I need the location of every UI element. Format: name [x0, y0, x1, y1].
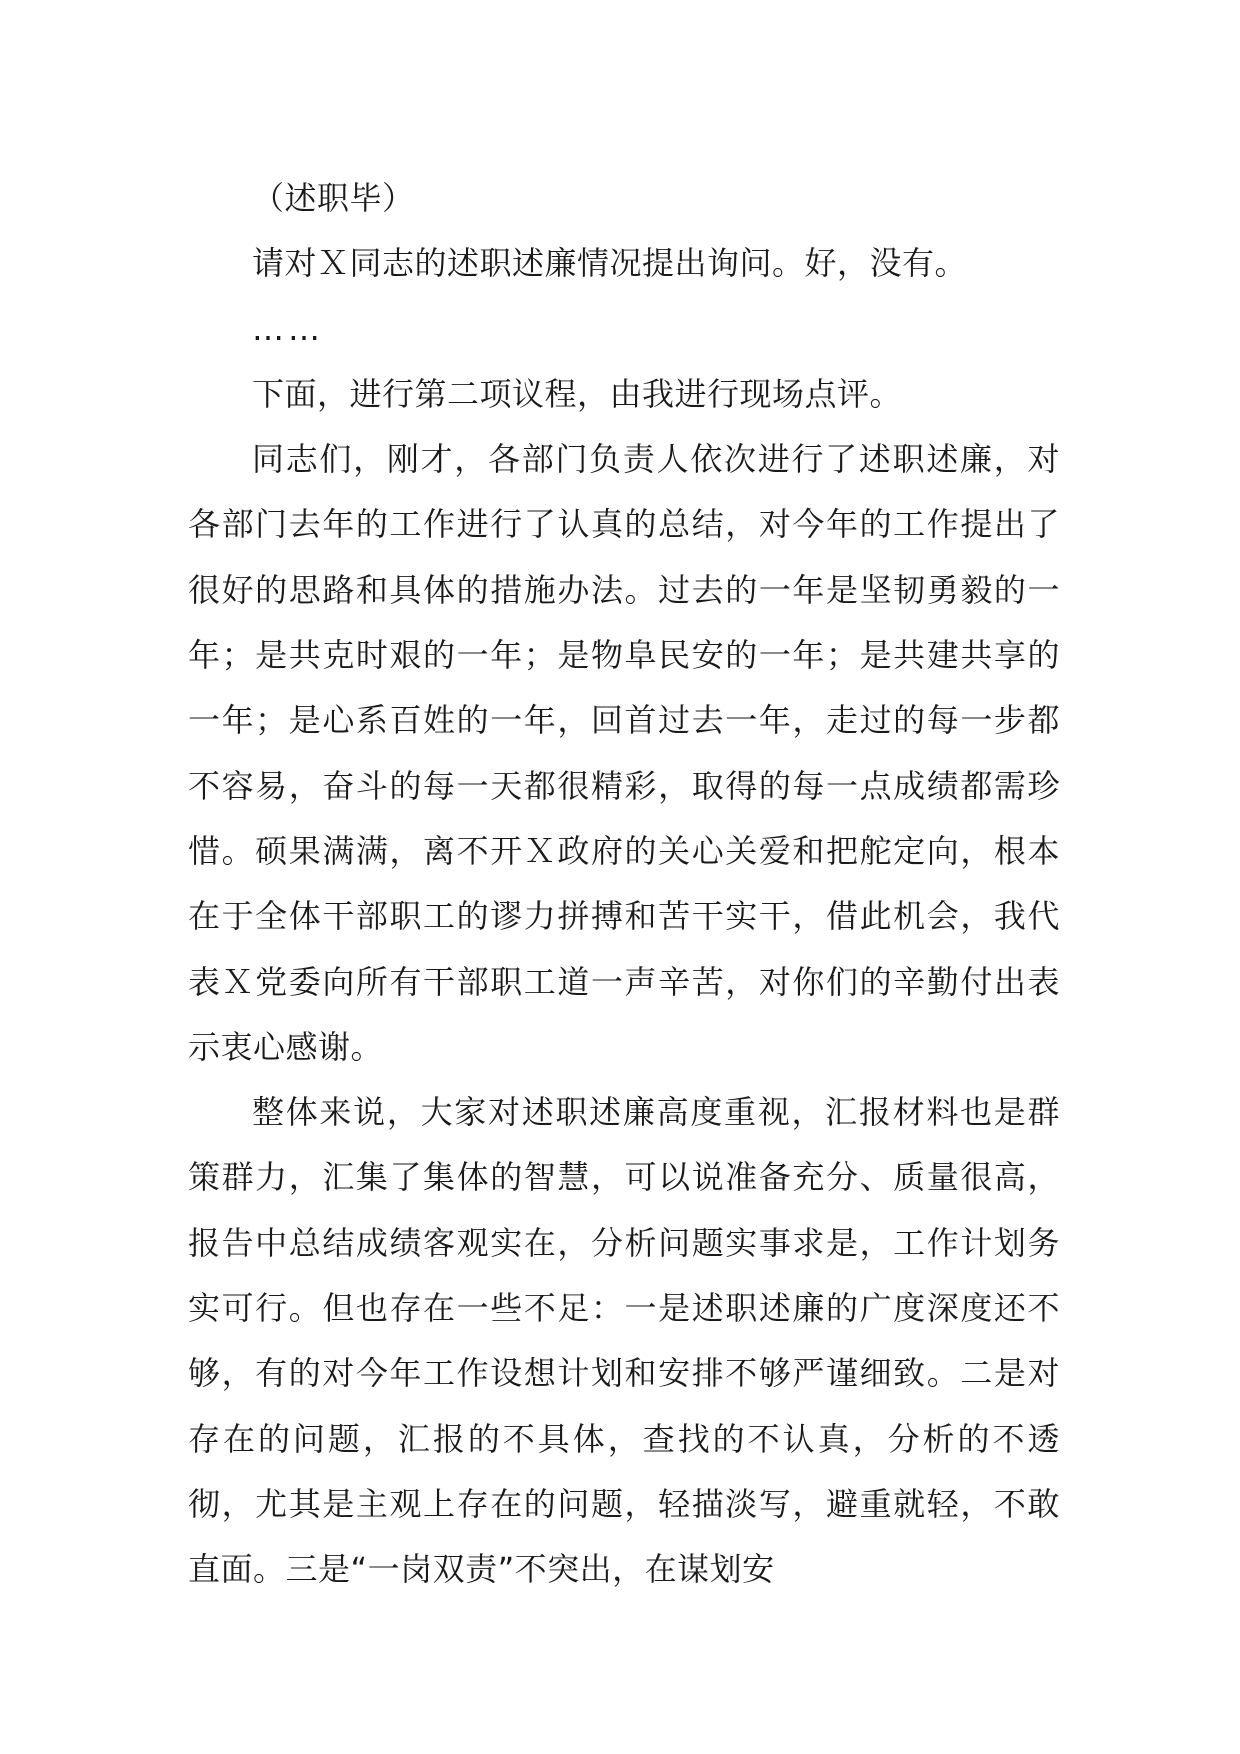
paragraph-inquiry: 请对Ｘ同志的述职述廉情况提出询问。好，没有。 — [252, 244, 968, 283]
paragraph-overall-assessment: 整体来说，大家对述职述廉高度重视，汇报材料也是群策群力，汇集了集体的智慧，可以说准备充分、质量很高，报告中总结成绩客观实在，分析问题实事求是，工作计划务实可行。但也存在一些不足：一是述职述廉的广度深度还不够，有的对今年工作设想计划和安排不够严谨细致。二是对存在的问题，汇报的不具体，查找的不认真，分析的不透彻，尤其是主观上存在的问题，轻描淡写，避重就轻，不敢直面。三是“一岗双责”不突出，在谋划安 — [188, 1093, 1060, 1589]
paragraph-review-summary: 同志们，刚才，各部门负责人依次进行了述职述廉，对各部门去年的工作进行了认真的总结，对今年的工作提出了很好的思路和具体的措施办法。过去的一年是坚韧勇毅的一年；是共克时艰的一年；是物阜民安的一年；是共建共享的一年；是心系百姓的一年，回首过去一年，走过的每一步都不容易，奋斗的每一天都很精彩，取得的每一点成绩都需珍惜。硕果满满，离不开Ｘ政府的关心关爱和把舵定向，根本在于全体干部职工的谬力拼搏和苦干实干，借此机会，我代表Ｘ党委向所有干部职工道一声辛苦，对你们的辛勤付出表示衷心感谢。 — [188, 440, 1060, 1066]
paragraph-agenda-item: 下面，进行第二项议程，由我进行现场点评。 — [252, 374, 903, 413]
paragraph-ellipsis: …… — [252, 309, 324, 348]
paragraph-closing-note: （述职毕） — [252, 179, 415, 217]
document-body — [188, 166, 1060, 1603]
